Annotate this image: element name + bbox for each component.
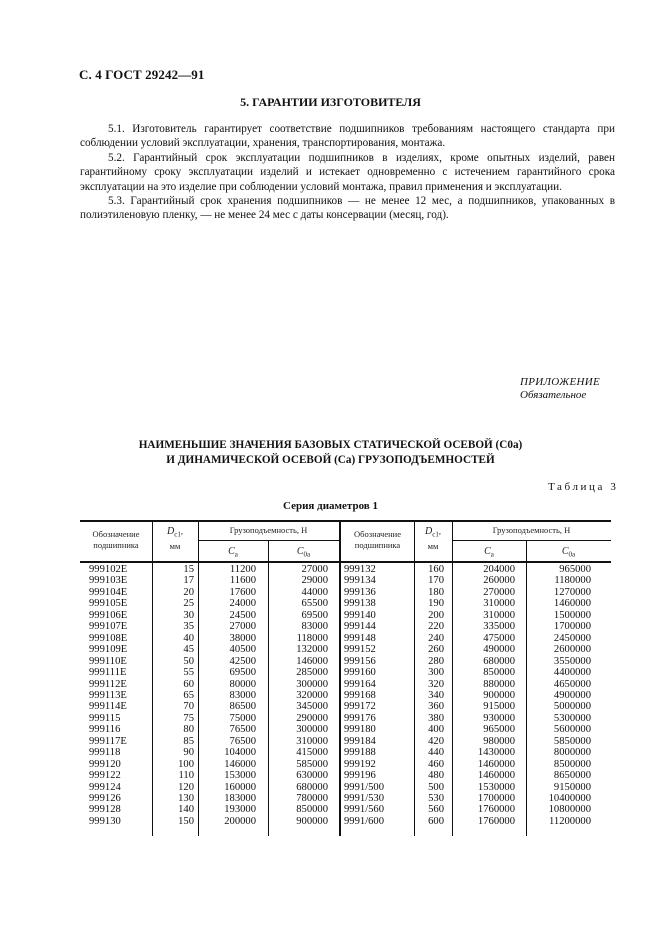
cell-c0a: 8000000 bbox=[553, 747, 591, 759]
cell-diameter: 530 bbox=[428, 793, 444, 804]
cell-designation: 999192 bbox=[344, 758, 376, 770]
cell-ca: 200000 bbox=[224, 815, 256, 827]
cell-designation: 9991/530 bbox=[344, 793, 385, 804]
header-ca-right bbox=[452, 546, 526, 561]
cell-diameter: 100 bbox=[178, 758, 194, 770]
cell-ca: 260000 bbox=[483, 575, 515, 587]
cell-c0a: 1500000 bbox=[553, 609, 591, 621]
cell-diameter: 560 bbox=[428, 804, 444, 816]
diameter-symbol: D bbox=[167, 526, 175, 537]
header-ca bbox=[198, 546, 268, 561]
cell-ca: 40500 bbox=[229, 644, 256, 656]
ca-symbol: C bbox=[484, 546, 491, 557]
cell-ca: 1700000 bbox=[477, 793, 515, 804]
table-header-separator bbox=[80, 561, 611, 563]
cell-c0a: 4650000 bbox=[553, 678, 591, 690]
cell-diameter: 80 bbox=[183, 724, 194, 736]
cell-diameter: 480 bbox=[428, 770, 444, 782]
cell-ca: 11600 bbox=[229, 575, 256, 587]
cell-diameter: 360 bbox=[428, 701, 444, 713]
cell-diameter: 460 bbox=[428, 758, 444, 770]
cell-ca: 153000 bbox=[224, 770, 256, 782]
cell-designation: 999140 bbox=[344, 609, 376, 621]
cell-diameter: 440 bbox=[428, 747, 444, 759]
cell-ca: 1460000 bbox=[477, 758, 515, 770]
cell-diameter: 20 bbox=[183, 586, 194, 598]
cell-diameter: 120 bbox=[178, 781, 194, 793]
cell-ca: 204000 bbox=[483, 564, 515, 575]
cell-ca: 1760000 bbox=[477, 815, 515, 827]
cell-designation: 999109E bbox=[89, 644, 128, 656]
cell-ca: 183000 bbox=[224, 793, 256, 804]
cell-diameter: 50 bbox=[183, 655, 194, 667]
cell-c0a: 5000000 bbox=[553, 701, 591, 713]
cell-c0a: 300000 bbox=[296, 724, 328, 736]
cell-designation: 999128 bbox=[89, 804, 121, 816]
cell-designation: 999106E bbox=[89, 609, 128, 621]
ca-sub: a bbox=[234, 550, 238, 559]
c0a-symbol: C bbox=[561, 546, 569, 557]
cell-c0a: 345000 bbox=[296, 701, 328, 713]
cell-c0a: 146000 bbox=[296, 655, 328, 667]
cell-diameter: 180 bbox=[428, 586, 444, 598]
diameter-symbol: D bbox=[425, 526, 433, 537]
diameter-unit: мм bbox=[427, 540, 439, 551]
cell-ca: 1530000 bbox=[477, 781, 515, 793]
cell-c0a: 9150000 bbox=[553, 781, 591, 793]
cell-ca: 930000 bbox=[483, 712, 515, 724]
cell-c0a: 8650000 bbox=[553, 770, 591, 782]
cell-c0a: 965000 bbox=[559, 564, 591, 575]
cell-c0a: 780000 bbox=[296, 793, 328, 804]
cell-designation: 999103E bbox=[89, 575, 128, 587]
cell-c0a: 4400000 bbox=[553, 667, 591, 679]
cell-designation: 999117E bbox=[89, 735, 127, 747]
cell-c0a: 29000 bbox=[301, 575, 328, 587]
cell-designation: 9991/500 bbox=[344, 781, 385, 793]
diameter-unit: мм bbox=[169, 540, 181, 551]
cell-diameter: 160 bbox=[428, 564, 444, 575]
cell-designation: 999124 bbox=[89, 781, 121, 793]
subheader-line-right bbox=[452, 540, 611, 541]
cell-ca: 490000 bbox=[483, 644, 515, 656]
cell-c0a: 585000 bbox=[296, 758, 328, 770]
cell-c0a: 1270000 bbox=[553, 586, 591, 598]
series-label: Серия диаметров 1 bbox=[283, 500, 378, 512]
cell-c0a: 132000 bbox=[296, 644, 328, 656]
cell-designation: 999111E bbox=[89, 667, 127, 679]
cell-ca: 76500 bbox=[229, 735, 256, 747]
c0a-symbol: C bbox=[296, 546, 304, 557]
header-capacity: Грузоподъемность, Н bbox=[229, 525, 308, 535]
cell-c0a: 65500 bbox=[301, 598, 328, 610]
cell-diameter: 420 bbox=[428, 735, 444, 747]
table-title bbox=[0, 438, 661, 468]
cell-designation: 999104E bbox=[89, 586, 128, 598]
diameter-sub: c1 bbox=[432, 530, 439, 539]
cell-diameter: 600 bbox=[428, 815, 444, 827]
ca-sub: a bbox=[490, 550, 494, 559]
cell-c0a: 1180000 bbox=[554, 575, 591, 587]
cell-designation: 999136 bbox=[344, 586, 376, 598]
cell-ca: 310000 bbox=[483, 598, 515, 610]
cell-c0a: 11200000 bbox=[549, 815, 591, 827]
cell-c0a: 1460000 bbox=[553, 598, 591, 610]
cell-diameter: 340 bbox=[428, 689, 444, 701]
cell-designation: 999148 bbox=[344, 632, 376, 644]
cell-ca: 69500 bbox=[229, 667, 256, 679]
cell-designation: 999188 bbox=[344, 747, 376, 759]
cell-designation: 999105E bbox=[89, 598, 128, 610]
cell-diameter: 65 bbox=[183, 689, 194, 701]
cell-diameter: 320 bbox=[428, 678, 444, 690]
capacity-table bbox=[80, 520, 611, 836]
cell-designation: 999102E bbox=[89, 564, 128, 575]
cell-diameter: 150 bbox=[178, 815, 194, 827]
cell-c0a: 10400000 bbox=[548, 793, 591, 804]
cell-ca: 86500 bbox=[229, 701, 256, 713]
cell-ca: 75000 bbox=[229, 712, 256, 724]
header-designation-right: Обозначение подшипника bbox=[354, 529, 401, 550]
cell-designation: 999107E bbox=[89, 621, 128, 633]
cell-ca: 965000 bbox=[483, 724, 515, 736]
col-line-thick bbox=[339, 520, 341, 836]
header-capacity-right: Грузоподъемность, Н bbox=[492, 525, 571, 535]
cell-c0a: 83000 bbox=[301, 621, 328, 633]
cell-designation: 9991/600 bbox=[344, 815, 385, 827]
cell-diameter: 70 bbox=[183, 701, 194, 713]
cell-ca: 1430000 bbox=[477, 747, 515, 759]
cell-designation: 999152 bbox=[344, 644, 376, 656]
cell-ca: 900000 bbox=[483, 689, 515, 701]
cell-ca: 850000 bbox=[483, 667, 515, 679]
cell-c0a: 69500 bbox=[301, 609, 328, 621]
cell-c0a: 27000 bbox=[301, 564, 328, 575]
cell-ca: 980000 bbox=[483, 735, 515, 747]
cell-designation: 999168 bbox=[344, 689, 376, 701]
cell-designation: 999132 bbox=[344, 564, 376, 575]
cell-ca: 38000 bbox=[229, 632, 256, 644]
cell-designation: 999110E bbox=[89, 655, 127, 667]
cell-designation: 999126 bbox=[89, 793, 121, 804]
table-title-line-2: И ДИНАМИЧЕСКОЙ ОСЕВОЙ (Ca) ГРУЗОПОДЪЕМНОСТЕЙ bbox=[166, 454, 495, 466]
cell-diameter: 75 bbox=[183, 712, 194, 724]
cell-c0a: 5850000 bbox=[553, 735, 591, 747]
cell-designation: 999116 bbox=[89, 724, 121, 736]
cell-designation: 999130 bbox=[89, 815, 121, 827]
cell-ca: 1760000 bbox=[477, 804, 515, 816]
cell-designation: 999120 bbox=[89, 758, 121, 770]
cell-c0a: 680000 bbox=[296, 781, 328, 793]
cell-ca: 83000 bbox=[229, 689, 256, 701]
cell-c0a: 8500000 bbox=[553, 758, 591, 770]
cell-designation: 999108E bbox=[89, 632, 128, 644]
section-body bbox=[80, 122, 615, 223]
paragraph-5-1: 5.1. Изготовитель гарантирует соответствие подшипников требованиям настоящего стандарта при соблюдении условий эксплуатации, хранения, транспортирования, монтажа. bbox=[80, 123, 615, 150]
cell-ca: 17600 bbox=[229, 586, 256, 598]
cell-ca: 475000 bbox=[483, 632, 515, 644]
header-c0a bbox=[268, 546, 339, 561]
cell-ca: 80000 bbox=[229, 678, 256, 690]
paragraph-5-3: 5.3. Гарантийный срок хранения подшипников — не менее 12 мес, а подшипников, упакованных в полиэтиленовую пленку, — не менее 24 мес с даты консервации (месяц, год). bbox=[80, 195, 615, 222]
cell-ca: 11200 bbox=[229, 564, 256, 575]
cell-ca: 160000 bbox=[224, 781, 256, 793]
cell-diameter: 60 bbox=[183, 678, 194, 690]
page-header: С. 4 ГОСТ 29242—91 bbox=[79, 67, 205, 82]
cell-c0a: 2600000 bbox=[553, 644, 591, 656]
cell-ca: 270000 bbox=[483, 586, 515, 598]
cell-designation: 999180 bbox=[344, 724, 376, 736]
cell-designation: 999176 bbox=[344, 712, 376, 724]
cell-diameter: 25 bbox=[183, 598, 194, 610]
cell-ca: 335000 bbox=[483, 621, 515, 633]
cell-designation: 999160 bbox=[344, 667, 376, 679]
cell-c0a: 320000 bbox=[296, 689, 328, 701]
cell-diameter: 45 bbox=[183, 644, 194, 656]
cell-diameter: 200 bbox=[428, 609, 444, 621]
cell-diameter: 380 bbox=[428, 712, 444, 724]
header-diameter-right: $D_{c1}$, мм bbox=[425, 526, 441, 551]
cell-c0a: 44000 bbox=[301, 586, 328, 598]
cell-designation: 999196 bbox=[344, 770, 376, 782]
cell-ca: 915000 bbox=[483, 701, 515, 713]
cell-designation: 9991/560 bbox=[344, 804, 385, 816]
cell-designation: 999118 bbox=[89, 747, 121, 759]
cell-diameter: 400 bbox=[428, 724, 444, 736]
cell-c0a: 300000 bbox=[296, 678, 328, 690]
cell-ca: 880000 bbox=[483, 678, 515, 690]
paragraph-5-2: 5.2. Гарантийный срок эксплуатации подшипников в изделиях, кроме опытных изделий, равен гарантийному сроку эксплуатации изделий и истекает одновременно с истечением гарантийного срока эксплуатации на это изделие при соблюдении условий монтажа, правил применения и эксплуатации. bbox=[80, 151, 615, 193]
cell-diameter: 17 bbox=[183, 575, 194, 587]
cell-c0a: 630000 bbox=[296, 770, 328, 782]
cell-c0a: 3550000 bbox=[553, 655, 591, 667]
header-c0a-right bbox=[526, 546, 611, 561]
cell-c0a: 415000 bbox=[296, 747, 328, 759]
cell-diameter: 15 bbox=[183, 564, 194, 575]
section-title: 5. ГАРАНТИИ ИЗГОТОВИТЕЛЯ bbox=[240, 95, 421, 109]
cell-c0a: 5300000 bbox=[553, 712, 591, 724]
header-designation: Обозначение подшипника bbox=[92, 529, 140, 550]
appendix-label: ПРИЛОЖЕНИЕ bbox=[520, 376, 600, 388]
cell-designation: 999156 bbox=[344, 655, 376, 667]
cell-designation: 999172 bbox=[344, 701, 376, 713]
cell-ca: 104000 bbox=[224, 747, 256, 759]
cell-diameter: 40 bbox=[183, 632, 194, 644]
cell-diameter: 90 bbox=[183, 747, 194, 759]
cell-c0a: 900000 bbox=[296, 815, 328, 827]
table-number: Таблица 3 bbox=[548, 481, 619, 493]
c0a-sub: 0a bbox=[303, 550, 311, 559]
appendix-label-block bbox=[520, 376, 600, 402]
cell-diameter: 240 bbox=[428, 632, 444, 644]
cell-designation: 999112E bbox=[89, 678, 127, 690]
cell-designation: 999164 bbox=[344, 678, 376, 690]
cell-c0a: 850000 bbox=[296, 804, 328, 816]
cell-ca: 310000 bbox=[483, 609, 515, 621]
cell-diameter: 30 bbox=[183, 609, 194, 621]
cell-designation: 999115 bbox=[89, 712, 121, 724]
cell-diameter: 280 bbox=[428, 655, 444, 667]
cell-c0a: 2450000 bbox=[553, 632, 591, 644]
cell-ca: 680000 bbox=[483, 655, 515, 667]
appendix-status: Обязательное bbox=[520, 389, 587, 401]
cell-c0a: 290000 bbox=[296, 712, 328, 724]
cell-ca: 24500 bbox=[229, 609, 256, 621]
cell-ca: 146000 bbox=[224, 758, 256, 770]
ca-symbol: C bbox=[228, 546, 235, 557]
cell-diameter: 300 bbox=[428, 667, 444, 679]
cell-diameter: 35 bbox=[183, 621, 194, 633]
cell-diameter: 130 bbox=[178, 793, 194, 804]
table-title-line-1: НАИМЕНЬШИЕ ЗНАЧЕНИЯ БАЗОВЫХ СТАТИЧЕСКОЙ ОСЕВОЙ (C0a) bbox=[138, 439, 523, 451]
cell-diameter: 190 bbox=[428, 598, 444, 610]
cell-ca: 42500 bbox=[229, 655, 256, 667]
cell-diameter: 260 bbox=[428, 644, 444, 656]
cell-designation: 999184 bbox=[344, 735, 376, 747]
cell-diameter: 140 bbox=[178, 804, 194, 816]
cell-designation: 999114E bbox=[89, 701, 127, 713]
table-top-border bbox=[80, 520, 611, 522]
cell-designation: 999113E bbox=[89, 689, 127, 701]
cell-designation: 999122 bbox=[89, 770, 121, 782]
cell-c0a: 118000 bbox=[296, 632, 328, 644]
cell-c0a: 310000 bbox=[296, 735, 328, 747]
cell-c0a: 5600000 bbox=[553, 724, 591, 736]
cell-ca: 24000 bbox=[229, 598, 256, 610]
cell-diameter: 170 bbox=[428, 575, 444, 587]
cell-ca: 76500 bbox=[229, 724, 256, 736]
header-diameter: $D_{c1}$, мм bbox=[167, 526, 183, 551]
diameter-sub: c1 bbox=[174, 530, 181, 539]
cell-designation: 999138 bbox=[344, 598, 376, 610]
cell-c0a: 1700000 bbox=[553, 621, 591, 633]
cell-designation: 999144 bbox=[344, 621, 376, 633]
cell-diameter: 85 bbox=[183, 735, 194, 747]
c0a-sub: 0a bbox=[568, 550, 576, 559]
cell-c0a: 285000 bbox=[296, 667, 328, 679]
cell-diameter: 500 bbox=[428, 781, 444, 793]
cell-designation: 999134 bbox=[344, 575, 376, 587]
cell-c0a: 10800000 bbox=[548, 804, 591, 816]
cell-ca: 1460000 bbox=[477, 770, 515, 782]
cell-ca: 27000 bbox=[229, 621, 256, 633]
cell-c0a: 4900000 bbox=[553, 689, 591, 701]
cell-diameter: 220 bbox=[428, 621, 444, 633]
cell-diameter: 110 bbox=[178, 770, 194, 782]
cell-diameter: 55 bbox=[183, 667, 194, 679]
cell-ca: 193000 bbox=[224, 804, 256, 816]
